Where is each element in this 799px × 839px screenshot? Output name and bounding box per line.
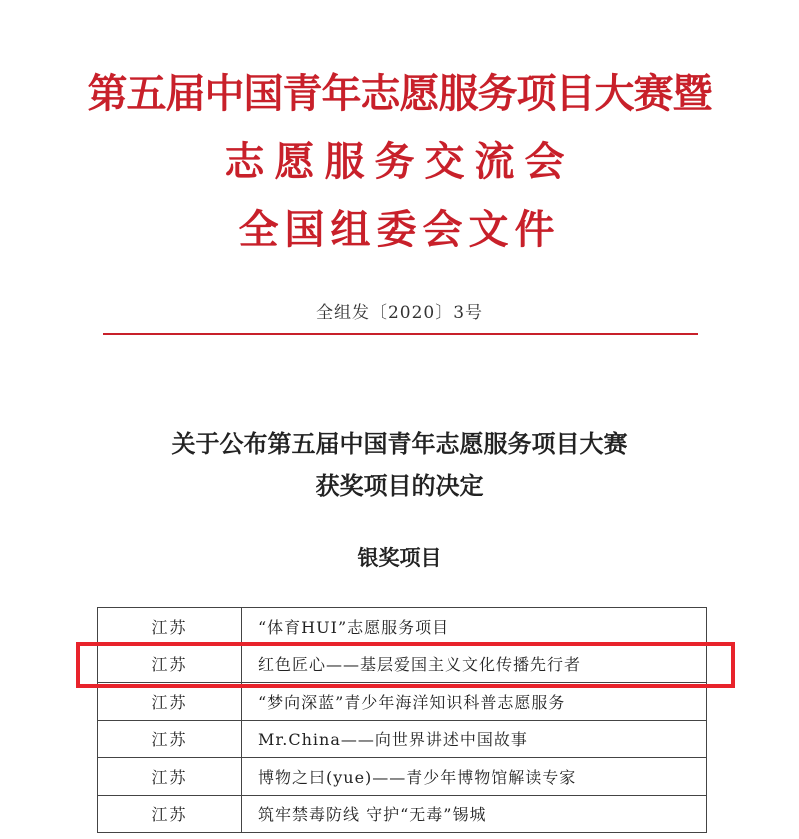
province-cell: 江苏 xyxy=(98,683,242,720)
table-row xyxy=(98,608,706,646)
table-row xyxy=(98,683,706,721)
project-cell: 红色匠心——基层爱国主义文化传播先行者 xyxy=(258,655,582,675)
document-title-line-2: 获奖项目的决定 xyxy=(315,471,484,500)
table-row xyxy=(98,721,706,759)
project-cell: “梦向深蓝”青少年海洋知识科普志愿服务 xyxy=(258,692,566,712)
province-cell: 江苏 xyxy=(98,758,242,795)
province-cell: 江苏 xyxy=(98,608,242,645)
header-divider xyxy=(103,333,698,335)
header-title-line-2: 志愿服务交流会 xyxy=(224,139,575,185)
province-cell: 江苏 xyxy=(98,796,242,833)
header-title-line-3: 全国组委会文件 xyxy=(238,207,561,253)
header-title-line-1: 第五届中国青年志愿服务项目大赛暨 xyxy=(87,71,712,117)
section-title: 银奖项目 xyxy=(357,545,442,570)
project-cell: 博物之曰(yue)——青少年博物馆解读专家 xyxy=(258,767,577,787)
province-cell: 江苏 xyxy=(98,721,242,758)
document-title-line-1: 关于公布第五届中国青年志愿服务项目大赛 xyxy=(171,429,628,458)
awards-table xyxy=(97,607,707,833)
document-number: 全组发〔2020〕3号 xyxy=(315,303,484,323)
project-cell: Mr.China——向世界讲述中国故事 xyxy=(258,730,528,750)
project-cell: 筑牢禁毒防线 守护“无毒”锡城 xyxy=(258,805,487,825)
province-cell: 江苏 xyxy=(98,646,242,683)
table-row xyxy=(98,758,706,796)
project-cell: “体育HUI”志愿服务项目 xyxy=(258,617,450,637)
highlight-box xyxy=(76,642,735,688)
table-row xyxy=(98,796,706,834)
